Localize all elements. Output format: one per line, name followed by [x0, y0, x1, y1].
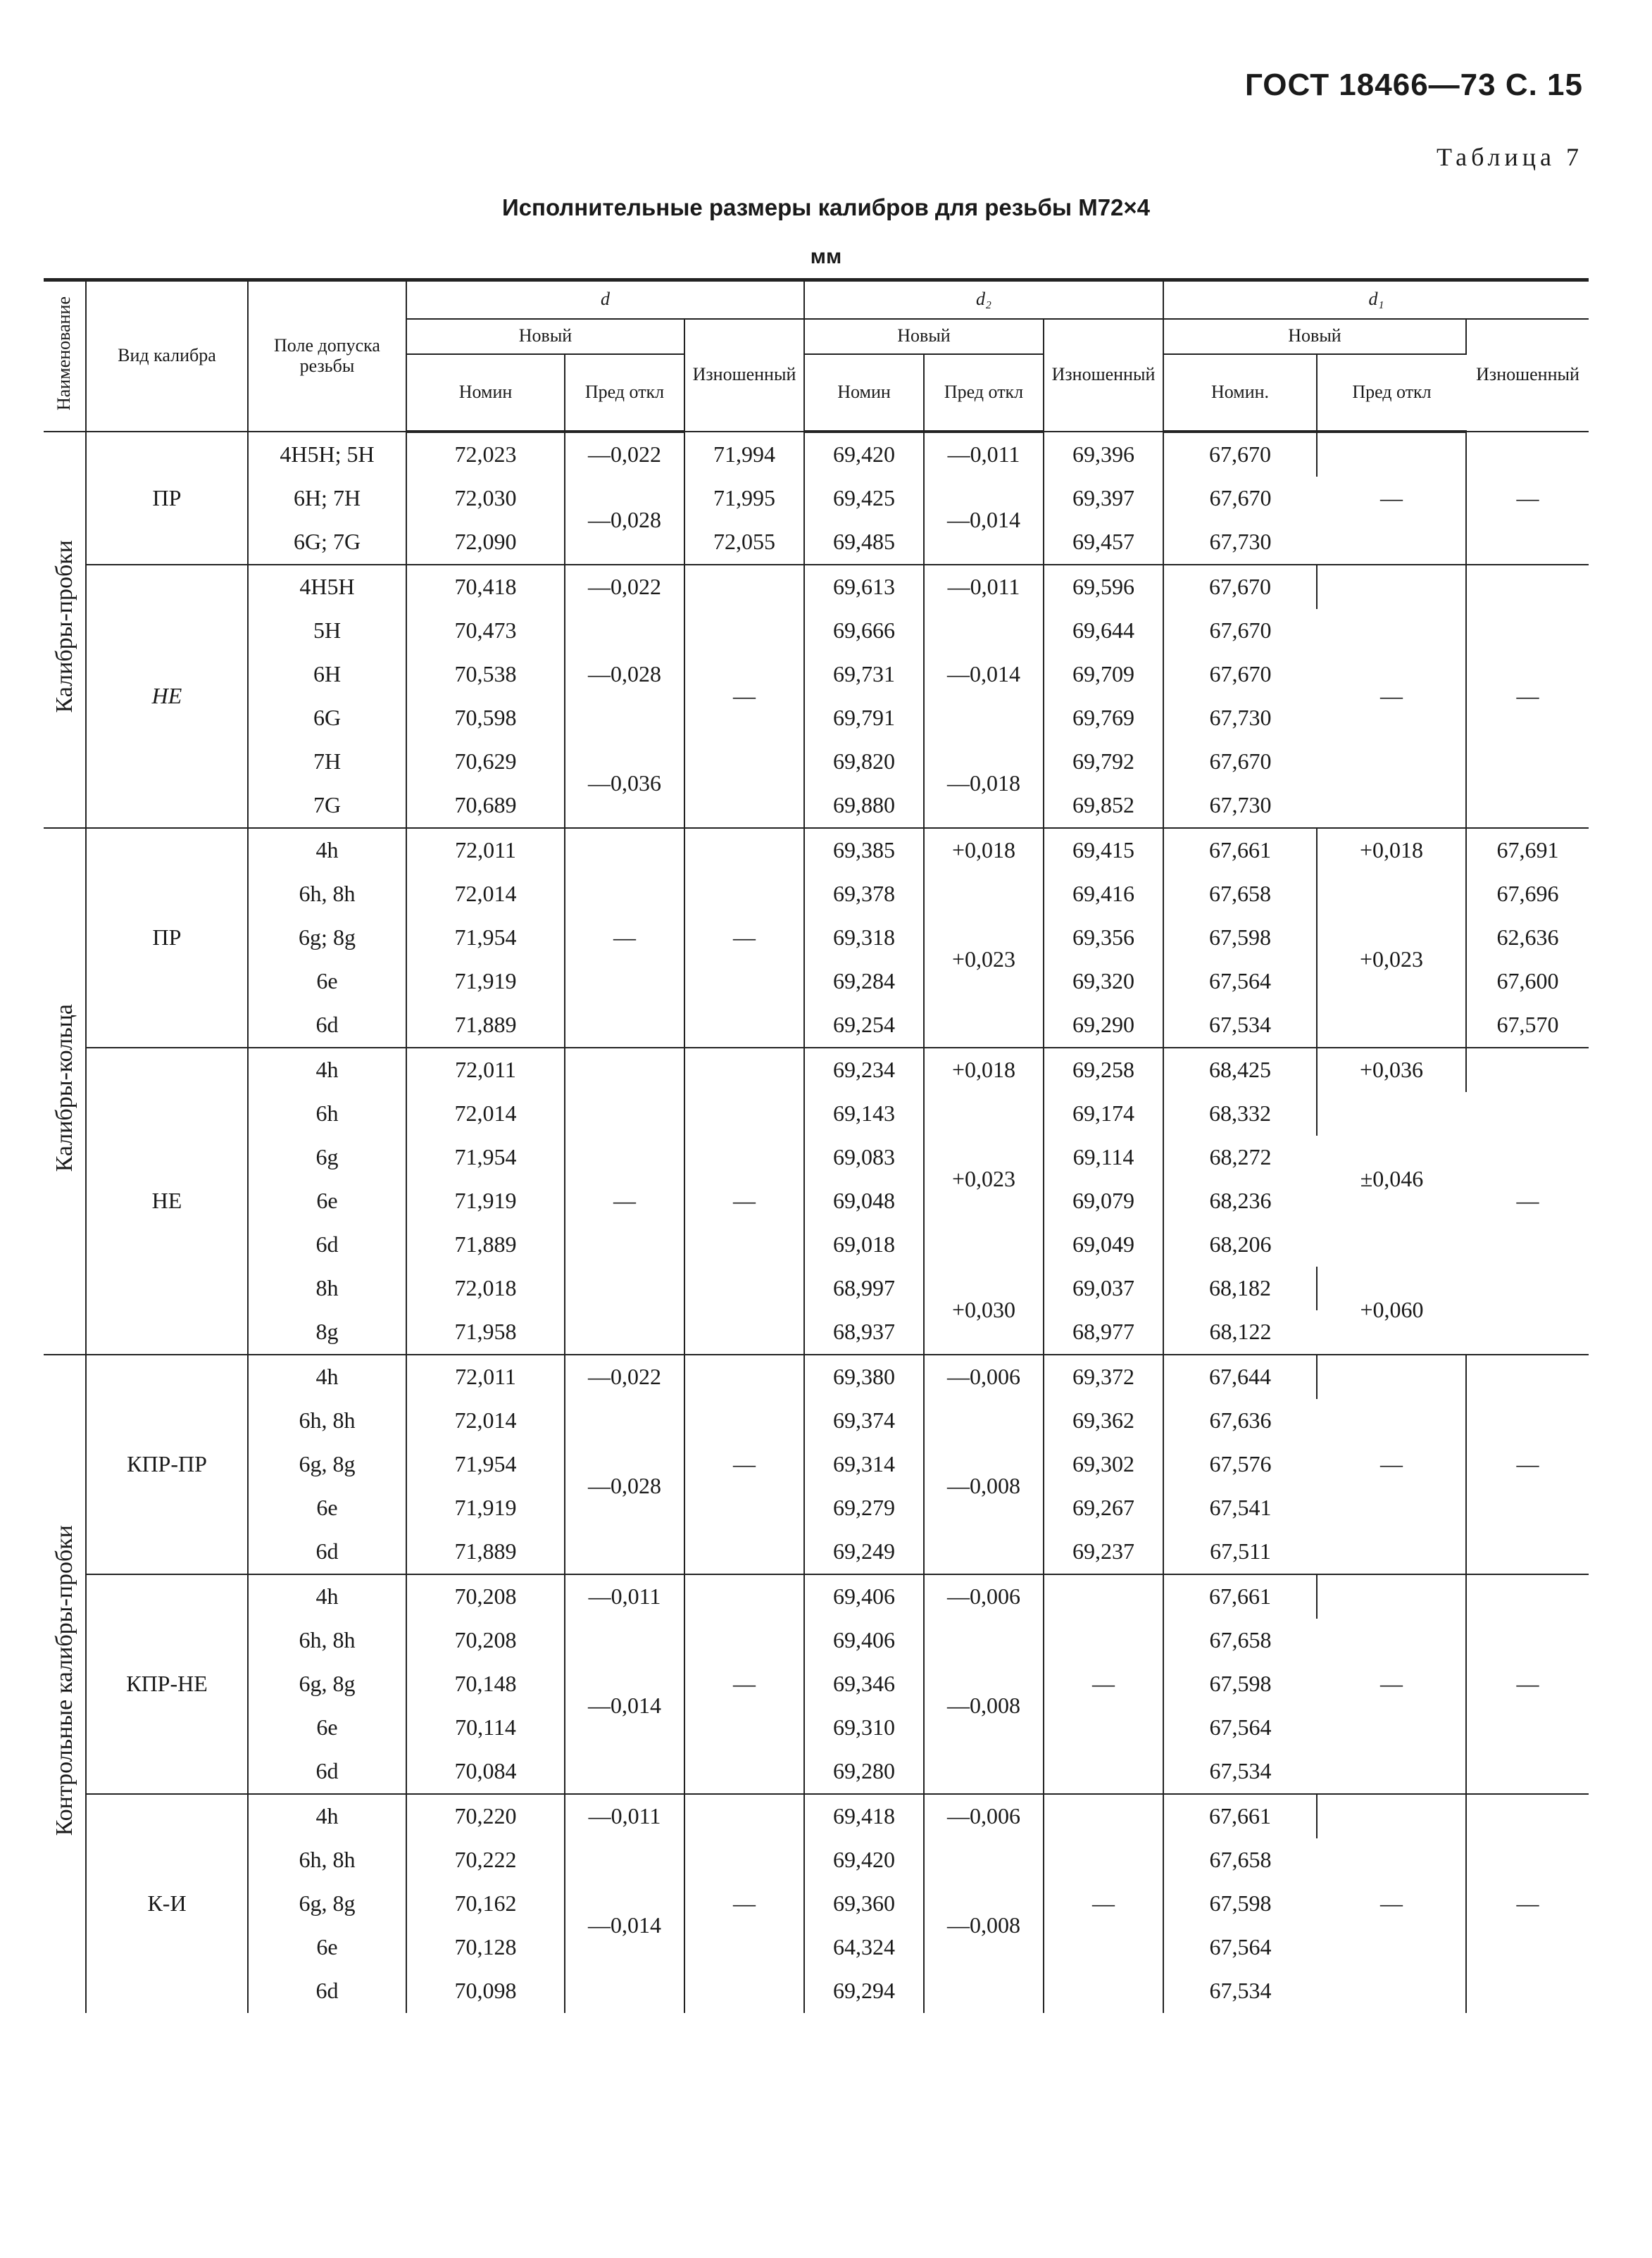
d2-nominal: 69,420 [804, 1838, 924, 1882]
d2-deviation: —0,008 [924, 1619, 1044, 1794]
d-worn: 71,995 [684, 477, 804, 520]
gauge-type-k-i: К-И [86, 1794, 248, 2013]
d2-worn: 69,049 [1044, 1223, 1163, 1267]
d2-deviation: +0,018 [924, 828, 1044, 872]
col-field-header: Поле допуска резьбы [248, 280, 406, 432]
d1-nominal: 67,730 [1209, 705, 1272, 730]
d-nominal: 72,023 [406, 432, 565, 477]
tolerance-field: 8g [248, 1310, 406, 1355]
d2-nominal: 69,380 [804, 1355, 924, 1399]
d-worn: 72,055 [684, 520, 804, 565]
d2-worn: 69,792 [1044, 740, 1163, 784]
tolerance-field: 6h, 8h [248, 872, 406, 916]
d2-deviation: +0,023 [924, 1092, 1044, 1267]
table-row [44, 1092, 1589, 1136]
tolerance-field: 6g [248, 1136, 406, 1179]
d-nominal: 71,958 [406, 1310, 565, 1355]
gauge-type-pr: ПР [86, 432, 248, 565]
d-nominal: 70,162 [406, 1882, 565, 1926]
d1-nominal: 67,658 [1209, 1847, 1272, 1872]
table-number: Таблица 7 [1437, 143, 1583, 171]
d2-worn: 69,258 [1044, 1048, 1163, 1092]
d-nominal: 71,919 [406, 1179, 565, 1223]
tolerance-field: 6G; 7G [248, 520, 406, 565]
d1-deviation: — [1317, 565, 1466, 828]
tolerance-field: 6e [248, 960, 406, 1003]
d2-worn: 69,302 [1044, 1443, 1163, 1486]
d1-nominal: 68,122 [1209, 1319, 1272, 1344]
d2-nominal: 69,360 [804, 1882, 924, 1926]
tolerance-field: 6d [248, 1969, 406, 2013]
d2-deviation: —0,018 [924, 740, 1044, 828]
d2-worn: 69,237 [1044, 1530, 1163, 1574]
d-nominal: 70,114 [406, 1706, 565, 1750]
d-nominal: 70,084 [406, 1750, 565, 1794]
d-nominal: 70,148 [406, 1662, 565, 1706]
d1-nominal: 67,644 [1163, 1355, 1317, 1399]
d1-deviation: +0,018 [1317, 828, 1466, 872]
d2-deviation: +0,023 [924, 872, 1044, 1048]
table-row [44, 1267, 1589, 1310]
d2-deviation: —0,006 [924, 1355, 1044, 1399]
d-deviation: —0,028 [565, 609, 684, 740]
d-nom-header: Номин [406, 354, 565, 432]
tolerance-field: 6d [248, 1003, 406, 1048]
d1-worn-header: Изношенный [1466, 319, 1589, 432]
d1-worn: 67,600 [1496, 968, 1559, 993]
tolerance-field: 6G [248, 696, 406, 740]
d-nominal: 71,919 [406, 960, 565, 1003]
d2-nominal: 69,418 [804, 1794, 924, 1838]
tolerance-field: 6e [248, 1706, 406, 1750]
d1-worn: 67,696 [1496, 881, 1559, 906]
col-name-header: Наименование [44, 280, 86, 432]
tolerance-field: 5H [248, 609, 406, 653]
d2-worn: 69,396 [1044, 432, 1163, 477]
unit-label: мм [810, 245, 842, 268]
d2-worn: 69,372 [1044, 1355, 1163, 1399]
d2-deviation: —0,006 [924, 1574, 1044, 1619]
d2-worn: 69,356 [1044, 916, 1163, 960]
d2-worn: 69,644 [1044, 609, 1163, 653]
d1-nominal: 67,661 [1163, 828, 1317, 872]
d1-worn: — [1466, 1794, 1589, 2013]
d-nominal: 71,954 [406, 1443, 565, 1486]
d1-nominal: 67,564 [1209, 1934, 1272, 1959]
d1-worn: 67,570 [1496, 1012, 1559, 1037]
d-nominal: 70,208 [406, 1619, 565, 1662]
d-deviation: —0,022 [565, 565, 684, 609]
d2-nominal: 69,731 [804, 653, 924, 696]
d1-worn: 67,691 [1466, 828, 1589, 872]
d-deviation: —0,036 [565, 740, 684, 828]
d2-worn: 69,037 [1044, 1267, 1163, 1310]
d1-deviation: +0,060 [1360, 1297, 1424, 1322]
d2-nominal: 69,820 [804, 740, 924, 784]
d1-deviation: — [1317, 1355, 1466, 1574]
tolerance-field: 6g, 8g [248, 1662, 406, 1706]
d1-new-header: Новый [1163, 319, 1466, 354]
d2-nominal: 69,284 [804, 960, 924, 1003]
d1-nominal: 67,730 [1209, 792, 1272, 817]
d2-nominal: 69,613 [804, 565, 924, 609]
d1-worn: — [1466, 1574, 1589, 1794]
d2-nominal: 69,280 [804, 1750, 924, 1794]
d2-worn: 69,769 [1044, 696, 1163, 740]
d1-nominal: 67,658 [1163, 872, 1317, 916]
d-worn-header: Изношенный [684, 319, 804, 432]
d1-nominal: 68,425 [1163, 1048, 1317, 1092]
tolerance-field: 6h, 8h [248, 1619, 406, 1662]
d1-nominal: 67,564 [1163, 960, 1317, 1003]
d2-new-header: Новый [804, 319, 1044, 354]
d2-deviation: +0,030 [924, 1267, 1044, 1355]
d-deviation: —0,022 [565, 1355, 684, 1399]
d-worn: — [684, 1048, 804, 1355]
d1-nominal: 67,541 [1209, 1495, 1272, 1520]
tolerance-field: 6h [248, 1092, 406, 1136]
d2-nominal: 69,294 [804, 1969, 924, 2013]
d1-deviation: — [1317, 432, 1466, 565]
d-worn: — [684, 565, 804, 828]
tolerance-field: 6d [248, 1530, 406, 1574]
d-nominal: 71,954 [406, 1136, 565, 1179]
d2-worn: 69,079 [1044, 1179, 1163, 1223]
d2-worn: 69,362 [1044, 1399, 1163, 1443]
d-worn: 71,994 [684, 432, 804, 477]
tolerance-field: 6e [248, 1179, 406, 1223]
d2-nom-header: Номин [804, 354, 924, 432]
d1-nominal: 67,670 [1209, 617, 1272, 643]
table-row [44, 828, 1589, 872]
d1-nominal: 67,636 [1209, 1407, 1272, 1433]
tolerance-field: 4H5H [248, 565, 406, 609]
table-row [44, 1574, 1589, 1619]
table-row [44, 1794, 1589, 1838]
d2-nominal: 69,485 [804, 520, 924, 565]
tolerance-field: 6d [248, 1223, 406, 1267]
d2-nominal: 69,791 [804, 696, 924, 740]
d-deviation: —0,028 [565, 477, 684, 565]
d1-nominal: 67,670 [1163, 565, 1317, 609]
tolerance-field: 4h [248, 1048, 406, 1092]
d1-nominal: 68,182 [1163, 1267, 1317, 1310]
d2-worn: 69,415 [1044, 828, 1163, 872]
d2-nominal: 68,937 [804, 1310, 924, 1355]
gauge-type-kpr-ne: КПР-НЕ [86, 1574, 248, 1794]
tolerance-field: 6h, 8h [248, 1838, 406, 1882]
tolerance-field: 4h [248, 828, 406, 872]
d2-worn: 68,977 [1044, 1310, 1163, 1355]
d2-deviation: —0,014 [924, 477, 1044, 565]
tolerance-field: 6e [248, 1486, 406, 1530]
d-nominal: 72,014 [406, 872, 565, 916]
tolerance-field: 6e [248, 1926, 406, 1969]
d1-nominal: 67,670 [1209, 661, 1272, 686]
d-nominal: 70,473 [406, 609, 565, 653]
d2-worn: — [1044, 1794, 1163, 2013]
d1-worn: — [1466, 1048, 1589, 1355]
d2-worn: 69,709 [1044, 653, 1163, 696]
d2-nominal: 69,234 [804, 1048, 924, 1092]
tolerance-field: 6d [248, 1750, 406, 1794]
d2-worn: 69,457 [1044, 520, 1163, 565]
d-nominal: 70,128 [406, 1926, 565, 1969]
gauge-type-ne: НЕ [86, 1048, 248, 1355]
table-row [44, 565, 1589, 609]
d1-nominal: 67,534 [1163, 1003, 1317, 1048]
d1-nom-header: Номин. [1163, 354, 1317, 432]
d-nominal: 70,689 [406, 784, 565, 828]
d2-worn: 69,397 [1044, 477, 1163, 520]
d2-nominal: 68,997 [804, 1267, 924, 1310]
d-nominal: 70,538 [406, 653, 565, 696]
d2-nominal: 69,254 [804, 1003, 924, 1048]
tolerance-field: 6g; 8g [248, 916, 406, 960]
d2-worn: — [1044, 1574, 1163, 1794]
d2-nominal: 69,385 [804, 828, 924, 872]
group-plug-gauges: Калибры-пробки [44, 432, 86, 828]
d-deviation: —0,011 [565, 1794, 684, 1838]
gauge-type-kpr-pr: КПР-ПР [86, 1355, 248, 1574]
d1-nominal: 67,658 [1209, 1627, 1272, 1652]
d-nominal: 70,220 [406, 1794, 565, 1838]
d2-deviation: +0,018 [924, 1048, 1044, 1092]
d1-worn: — [1466, 565, 1589, 828]
d-deviation: —0,014 [565, 1838, 684, 2013]
d-nominal: 72,014 [406, 1092, 565, 1136]
d2-deviation: —0,014 [924, 609, 1044, 740]
d1-nominal: 67,534 [1209, 1978, 1272, 2003]
tolerance-field: 4H5H; 5H [248, 432, 406, 477]
d2-worn: 69,320 [1044, 960, 1163, 1003]
d-nominal: 72,011 [406, 1048, 565, 1092]
tolerance-field: 4h [248, 1355, 406, 1399]
d-nominal: 72,014 [406, 1399, 565, 1443]
table-row [44, 1048, 1589, 1092]
d-nominal: 71,889 [406, 1223, 565, 1267]
gauge-dimensions-table [44, 278, 1589, 2013]
d-nominal: 70,418 [406, 565, 565, 609]
d2-worn-header: Изношенный [1044, 319, 1163, 432]
d-nominal: 72,011 [406, 828, 565, 872]
d2-nominal: 69,378 [804, 872, 924, 916]
tolerance-field: 6h, 8h [248, 1399, 406, 1443]
d1-nominal: 68,206 [1209, 1231, 1272, 1257]
d2-deviation: —0,006 [924, 1794, 1044, 1838]
d2-nominal: 69,425 [804, 477, 924, 520]
d-nominal: 71,919 [406, 1486, 565, 1530]
d1-nominal: 67,661 [1163, 1794, 1317, 1838]
table-row [44, 872, 1589, 916]
d1-nominal: 68,272 [1209, 1144, 1272, 1169]
d-nominal: 71,954 [406, 916, 565, 960]
d1-nominal: 67,730 [1209, 529, 1272, 554]
group-control-plug-gauges: Контрольные калибры-пробки [44, 1355, 86, 2013]
d1-deviation: ±0,046 [1360, 1166, 1424, 1191]
d-nominal: 72,090 [406, 520, 565, 565]
d2-nominal: 69,346 [804, 1662, 924, 1706]
d1-nominal: 67,598 [1209, 1890, 1272, 1916]
d-nominal: 72,030 [406, 477, 565, 520]
d2-nominal: 69,018 [804, 1223, 924, 1267]
tolerance-field: 6H [248, 653, 406, 696]
d2-deviation: —0,011 [924, 565, 1044, 609]
d2-nominal: 69,314 [804, 1443, 924, 1486]
d1-nominal: 67,598 [1209, 1671, 1272, 1696]
d-nominal: 70,208 [406, 1574, 565, 1619]
d2-nominal: 69,279 [804, 1486, 924, 1530]
d-nominal: 70,629 [406, 740, 565, 784]
tolerance-field: 4h [248, 1794, 406, 1838]
tolerance-field: 6H; 7H [248, 477, 406, 520]
d1-dev-header: Пред откл [1317, 354, 1466, 432]
gauge-type-ne: НЕ [86, 565, 248, 828]
tolerance-field: 8h [248, 1267, 406, 1310]
tolerance-field: 6g, 8g [248, 1443, 406, 1486]
d1-nominal: 67,534 [1209, 1758, 1272, 1783]
d-dev-header: Пред откл [565, 354, 684, 432]
page-header: ГОСТ 18466—73 С. 15 [1244, 68, 1583, 102]
d2-nominal: 69,310 [804, 1706, 924, 1750]
d1-nominal: 68,332 [1163, 1092, 1317, 1136]
tolerance-field: 4h [248, 1574, 406, 1619]
d1-nominal: 67,564 [1209, 1714, 1272, 1740]
tolerance-field: 7G [248, 784, 406, 828]
d2-nominal: 69,048 [804, 1179, 924, 1223]
d1-nominal: 67,670 [1209, 748, 1272, 774]
d2-nominal: 69,406 [804, 1574, 924, 1619]
table-row [44, 1355, 1589, 1399]
d-nominal: 70,098 [406, 1969, 565, 2013]
d2-nominal: 69,880 [804, 784, 924, 828]
d2-nominal: 69,083 [804, 1136, 924, 1179]
d-nominal: 70,598 [406, 696, 565, 740]
d-deviation: —0,011 [565, 1574, 684, 1619]
d-deviation: — [565, 828, 684, 1048]
table-row [44, 432, 1589, 477]
col-d1-header: d₁ [1163, 280, 1589, 319]
d2-nominal: 69,374 [804, 1399, 924, 1443]
d2-dev-header: Пред откл [924, 354, 1044, 432]
d1-nominal: 67,661 [1163, 1574, 1317, 1619]
d2-nominal: 69,420 [804, 432, 924, 477]
d1-worn: — [1466, 1355, 1589, 1574]
d1-deviation: +0,036 [1317, 1048, 1466, 1092]
d2-nominal: 69,318 [804, 916, 924, 960]
d-worn: — [684, 1574, 804, 1794]
group-ring-gauges: Калибры-кольца [44, 828, 86, 1355]
d1-nominal: 67,511 [1210, 1538, 1271, 1564]
d-nominal: 71,889 [406, 1003, 565, 1048]
d2-nominal: 69,406 [804, 1619, 924, 1662]
d2-worn: 69,174 [1044, 1092, 1163, 1136]
d2-worn: 69,267 [1044, 1486, 1163, 1530]
d2-deviation: —0,008 [924, 1838, 1044, 2013]
d-worn: — [684, 1355, 804, 1574]
d-nominal: 71,889 [406, 1530, 565, 1574]
d1-deviation: +0,023 [1317, 872, 1466, 1048]
d-nominal: 70,222 [406, 1838, 565, 1882]
d1-nominal: 68,236 [1209, 1188, 1272, 1213]
d1-deviation: — [1317, 1574, 1466, 1794]
d2-deviation: —0,008 [924, 1399, 1044, 1574]
d2-worn: 69,596 [1044, 565, 1163, 609]
d2-worn: 69,416 [1044, 872, 1163, 916]
d1-nominal: 67,670 [1209, 485, 1272, 510]
table-title: Исполнительные размеры калибров для резьбы М72×4 [501, 194, 1151, 220]
d2-nominal: 69,143 [804, 1092, 924, 1136]
tolerance-field: 6g, 8g [248, 1882, 406, 1926]
d2-worn: 69,290 [1044, 1003, 1163, 1048]
d2-nominal: 69,666 [804, 609, 924, 653]
d-deviation: —0,028 [565, 1399, 684, 1574]
tolerance-field: 7H [248, 740, 406, 784]
d-deviation: —0,014 [565, 1619, 684, 1794]
d-worn: — [684, 828, 804, 1048]
d2-deviation: —0,011 [924, 432, 1044, 477]
d-worn: — [684, 1794, 804, 2013]
d-deviation: —0,022 [565, 432, 684, 477]
d2-nominal: 64,324 [804, 1926, 924, 1969]
col-d-header: d [406, 280, 804, 319]
d1-deviation: — [1317, 1794, 1466, 2013]
col-type-header: Вид калибра [86, 280, 248, 432]
d-nominal: 72,011 [406, 1355, 565, 1399]
d-new-header: Новый [406, 319, 684, 354]
d1-nominal: 67,598 [1163, 916, 1317, 960]
d1-worn: 62,636 [1496, 924, 1559, 950]
d1-nominal: 67,670 [1163, 432, 1317, 477]
d-nominal: 72,018 [406, 1267, 565, 1310]
gauge-type-pr: ПР [86, 828, 248, 1048]
col-d2-header: d₂ [804, 280, 1163, 319]
d-deviation: — [565, 1048, 684, 1355]
d2-worn: 69,114 [1044, 1136, 1163, 1179]
d2-worn: 69,852 [1044, 784, 1163, 828]
d1-worn: — [1466, 432, 1589, 565]
d1-nominal: 67,576 [1209, 1451, 1272, 1476]
d2-nominal: 69,249 [804, 1530, 924, 1574]
